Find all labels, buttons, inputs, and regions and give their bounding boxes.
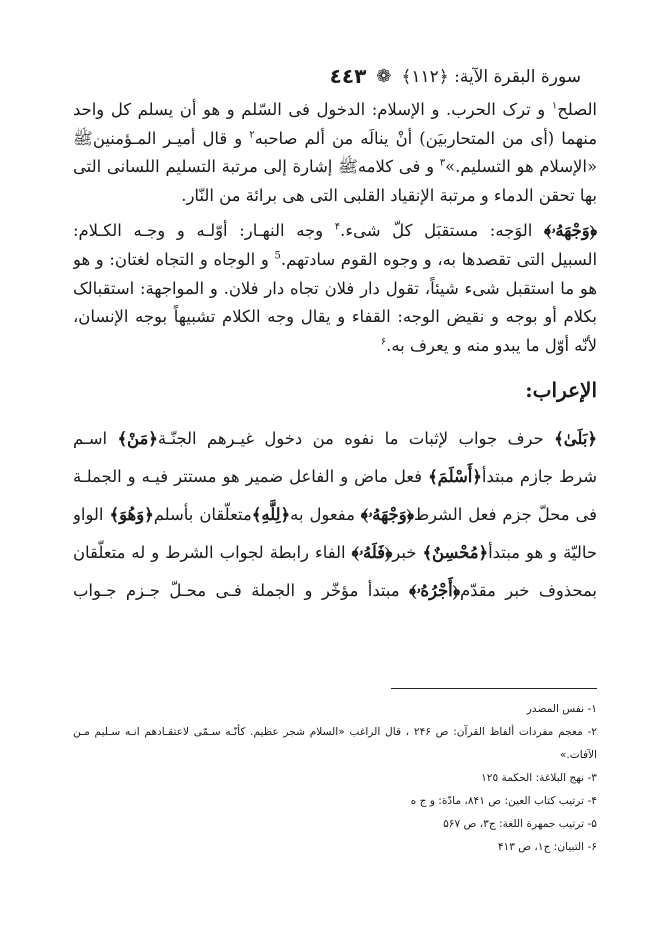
paragraph-irab xyxy=(73,420,597,610)
text-line: بها تحقن الدماء و مرتبة الإنقياد القلبى التى هى برائة من النّار. xyxy=(181,185,597,205)
text-line: منهما (أى من المتحاربيَن) أنْ ينالَه من ألم صاحبه$^٢$ و قال أميـر المـؤمنينﷺ xyxy=(73,128,597,148)
text-line: شرط جازم مبتدأ﴿أَسْلَمَ﴾ فعل ماض و الفاعل ضمير هو مستتر فيـه و الجملـة xyxy=(73,467,597,487)
text-line: حاليّة و هو مبتدأ﴿مُحْسِنٌ﴾ خبر﴿فَلَهُۥ﴾ الفاء رابطة لجواب الشرط و له متعلّقان xyxy=(73,543,597,563)
footnote-ref: 5 xyxy=(274,250,281,262)
text-line: بكلام أو بوجه و نقيض الوجه: القفاء و يقال وجه الكلام تشبيهاً بوجه الإنسان، xyxy=(73,307,597,327)
footnote: ۴- ترتيب كتاب العين: ص ٨۴١، مادّة: و ج ه xyxy=(410,795,597,807)
footnote: ٣- نهج البلاغة: الحكمة ١٢٥ xyxy=(481,772,597,784)
footnotes xyxy=(73,698,597,859)
text-line: هو ما استقبل شىء شيئاً، تقول دار فلان تجاه دار فلان. و المواجهة: استقبالک xyxy=(73,278,597,298)
footnote: ١- نفس المصدر xyxy=(526,703,597,715)
footnote-continuation: الآفات.» xyxy=(559,749,597,761)
text-line: بمحذوف خبر مقدّم﴿أَجْرُهُۥ﴾ مبتدأ مؤخّر و الجملة فـى محـلّ جـزم جـواب xyxy=(73,581,597,601)
paragraph-lexical-wajh xyxy=(73,217,597,360)
footnote-ref: ٢ xyxy=(249,129,255,141)
text-line: لأنّه أوّل ما يبدو منه و يعرف به.$^۶$ xyxy=(380,335,597,355)
text-line: «الإسلام هو التسليم.»$^٣$ و فى كلامهﷺ إشارة إلى مرتبة التسليم اللسانى التى xyxy=(73,157,597,177)
text-line: السبيل التى تقصدها به، و وجوه القوم سادتهم.$^5$ و الوجاه و التجاه لغتان: و هو xyxy=(73,249,597,269)
surah-verse-label: سورة البقرة الآية: ﴿١١٢﴾ xyxy=(401,66,581,87)
quran-term: ﴿لِلَّهِ﴾ xyxy=(251,505,291,525)
quran-term: ﴿وَجْهَهُۥ﴾ xyxy=(360,505,414,525)
paragraph-lexical-salam xyxy=(73,96,597,210)
footnote: ٢- معجم مفردات ألفاظ القرآن: ص ٢۴۶ ، قال الراغب «السلام شجر عظيم. كأنّـه سـمّى لاعتقـادهم انـه سـليم مـن xyxy=(73,726,597,738)
text-line: الصلح$^١$ و ترک الحرب. و الإسلام: الدخول فى السّلم و هو أن يسلم كل واحد xyxy=(73,100,597,119)
footnote-ref: ١ xyxy=(551,100,558,112)
quran-term: ﴿مَنْ﴾ xyxy=(117,429,158,449)
footnote-divider xyxy=(391,688,597,689)
section-heading: الإعراب: xyxy=(525,378,597,403)
quran-term: ﴿بَلَىٰ﴾ xyxy=(554,429,597,449)
footnote-ref: ۶ xyxy=(380,336,387,348)
quran-term: ﴿مُحْسِنٌ﴾ xyxy=(422,543,489,563)
ornament-icon: ❁ xyxy=(376,65,392,87)
main-text xyxy=(73,96,597,610)
pbuh-glyph: ﷺ xyxy=(73,128,93,148)
footnote-ref: ۴ xyxy=(334,221,341,233)
quran-term: ﴿أَجْرُهُۥ﴾ xyxy=(409,581,460,601)
footnote-ref: ٣ xyxy=(439,157,446,169)
pbuh-glyph: ﷺ xyxy=(338,157,358,177)
running-header xyxy=(88,58,581,94)
footnote: ۶- التبيان: ج١، ص ۴١٣ xyxy=(497,841,597,853)
footnote: ۵- ترتيب جمهرة اللغة: ج٣، ص ۵۶٧ xyxy=(443,818,597,830)
quran-term: ﴿وَجْهَهُۥ﴾ xyxy=(543,221,597,241)
quran-term: ﴿وَهُوَ﴾ xyxy=(109,505,154,525)
page-number: ٤٤٣ xyxy=(329,64,367,88)
quran-term: ﴿أَسْلَمَ﴾ xyxy=(428,467,482,487)
text-line: ﴿بَلَىٰ﴾ حرف جواب لإثبات ما نفوه من دخول غيـرهم الجنّـة﴿مَنْ﴾ اسـم xyxy=(73,429,597,449)
text-line: ﴿وَجْهَهُۥ﴾ الوَجه: مستقبَل كلّ شىء.$^۴$ وجه النهـار: أوّلـه و وجـه الكـلام: xyxy=(73,221,597,241)
quran-term: ﴿فَلَهُۥ﴾ xyxy=(351,543,393,563)
text-line: فى محلّ جزم فعل الشرط﴿وَجْهَهُۥ﴾ مفعول به﴿لِلَّهِ﴾متعلّقان بأسلم﴿وَهُوَ﴾ الواو xyxy=(73,505,597,525)
